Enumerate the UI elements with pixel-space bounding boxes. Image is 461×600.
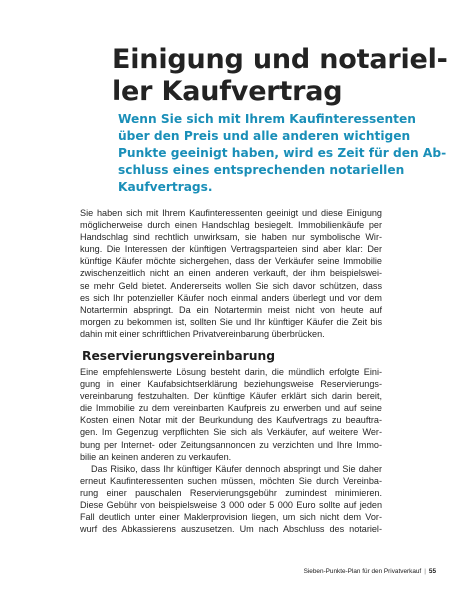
text-line: vereinbarung festzuhalten. Der künftige Käufer erklärt sich darin bereit, bbox=[80, 391, 382, 402]
text-line: gung in einer Kaufabsichtserklärung beziehungsweise Reservierungs- bbox=[80, 379, 382, 390]
text-line: Sie haben sich mit Ihrem Kaufinteressenten geeinigt und diese Einigung bbox=[80, 208, 382, 218]
text-line: gen. Im Gegenzug verpflichten Sie sich als Verkäufer, auf weitere Wer- bbox=[80, 427, 382, 438]
text-line: Fall deutlich unter einer Maklerprovision liegen, um sich nicht dem Vor- bbox=[80, 512, 382, 523]
text-line: erneut Kaufinteressenten suchen müssen, möchten Sie durch Vereinba- bbox=[80, 475, 382, 486]
text-line: zwischenzeitlich nicht an einen anderen verkauft, der ihm beispielswei- bbox=[80, 268, 382, 279]
text-line: se mehr Geld bietet. Andererseits wollen Sie sich davor schützen, dass bbox=[80, 280, 382, 291]
running-footer-title: Sieben-Punkte-Plan für den Privatverkauf bbox=[303, 568, 422, 575]
page-number: 55 bbox=[428, 568, 436, 575]
text-line: Kosten einen Notar mit der Beurkundung des Kaufvertrags zu beauftra- bbox=[80, 415, 382, 426]
page-footer bbox=[268, 567, 436, 576]
text-line: Notartermin abspringt. Da ein Notartermin meist nicht von heute auf bbox=[80, 304, 382, 315]
body-paragraph-reservation bbox=[80, 366, 382, 535]
text-line: dahin mit einer schriftlichen Privatvereinbarung überbrücken. bbox=[80, 328, 325, 339]
lead-line: schluss eines entsprechenden notariellen bbox=[118, 163, 405, 177]
text-line: bilie an keinen anderen zu verkaufen. bbox=[80, 451, 232, 462]
chapter-title bbox=[112, 44, 448, 108]
lead-line: Wenn Sie sich mit Ihrem Kaufinteressenten bbox=[118, 112, 416, 126]
chapter-title-line: ler Kaufvertrag bbox=[112, 76, 343, 107]
lead-paragraph bbox=[118, 111, 447, 196]
text-line: die Immobilie zu dem vereinbarten Kaufpreis zu erwerben und auf seine bbox=[80, 403, 382, 414]
section-heading: Reservierungsvereinbarung bbox=[82, 349, 276, 363]
lead-line: über den Preis und alle anderen wichtigen bbox=[118, 129, 411, 143]
text-line: rung einer pauschalen Reservierungsgebühr zumindest minimieren. bbox=[80, 487, 382, 498]
lead-line: Kaufvertrags. bbox=[118, 180, 213, 194]
text-line: möglicherweise durch einen Handschlag besiegelt. Immobilienkäufe per bbox=[80, 220, 382, 231]
body-paragraph-intro bbox=[80, 207, 382, 340]
footer-separator: | bbox=[424, 568, 426, 575]
text-line: Handschlag sind rechtlich unwirksam, sie haben nur symbolische Wir- bbox=[80, 232, 382, 243]
text-line: Eine empfehlenswerte Lösung besteht darin, die mündlich erfolgte Eini- bbox=[80, 367, 382, 377]
text-line: Diese Gebühr von beispielsweise 3 000 oder 5 000 Euro sollte auf jeden bbox=[80, 500, 382, 511]
text-line: wurf des Abkassierens auszusetzen. Um nach Abschluss des notariel- bbox=[80, 524, 382, 535]
lead-line: Punkte geeinigt haben, wird es Zeit für den Ab- bbox=[118, 146, 447, 160]
text-line: Das Risiko, dass Ihr künftiger Käufer dennoch abspringt und Sie daher bbox=[91, 463, 382, 474]
text-line: bung per Internet- oder Zeitungsannoncen zu verzichten und Ihre Immo- bbox=[80, 439, 382, 450]
chapter-title-line: Einigung und notariel- bbox=[112, 44, 448, 75]
text-line: künftige Käufer möchte sichergehen, dass der Verkäufer seine Immobilie bbox=[80, 256, 382, 267]
text-line: es sich Ihr potenzieller Käufer noch einmal anders überlegt und vor dem bbox=[80, 292, 382, 303]
text-line: kung. Die Interessen der künftigen Vertragsparteien sind aber klar: Der bbox=[80, 244, 382, 255]
text-line: morgen zu bekommen ist, sollten Sie und Ihr künftiger Käufer die Zeit bis bbox=[80, 316, 382, 327]
